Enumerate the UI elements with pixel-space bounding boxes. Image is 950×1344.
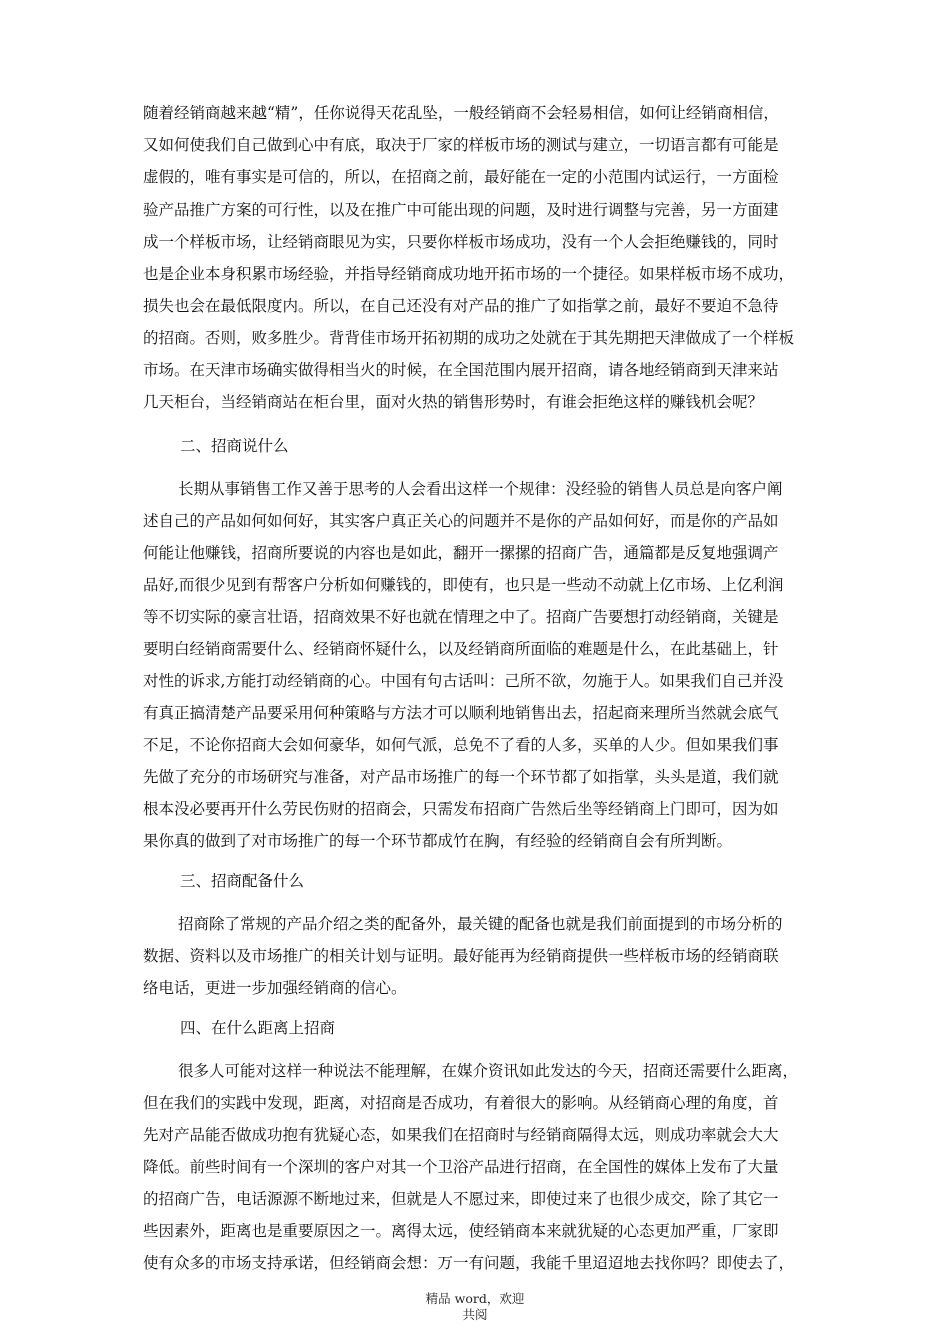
footer-line: 共阅 [462,1307,488,1322]
text-line: 验产品推广方案的可行性，以及在推广中可能出现的问题，及时进行调整与完善，另一方面建 [143,201,779,219]
section-heading: 三、招商配备什么 [180,872,305,890]
text-line: 很多人可能对这样一种说法不能理解，在媒介资讯如此发达的今天，招商还需要什么距离， [178,1062,799,1080]
text-line: 对性的诉求,方能打动经销商的心。中国有句古话叫：己所不欲，勿施于人。如果我们自己并没 [143,672,784,690]
text-line: 络电话，更进一步加强经销商的信心。 [143,979,407,997]
text-line: 先对产品能否做成功抱有犹疑心态，如果我们在招商时与经销商隔得太远，则成功率就会大大 [143,1126,779,1144]
text-line: 先做了充分的市场研究与准备，对产品市场推广的每一个环节都了如指掌，头头是道，我们就 [143,768,779,786]
text-line: 虚假的，唯有事实是可信的，所以，在招商之前，最好能在一定的小范围内试运行，一方面检 [143,168,779,186]
text-line: 招商除了常规的产品介绍之类的配备外，最关键的配备也就是我们前面提到的市场分析的 [178,915,783,933]
text-line: 数据、资料以及市场推广的相关计划与证明。最好能再为经销商提供一些样板市场的经销商联 [143,947,779,965]
text-line: 的招商。否则，败多胜少。背背佳市场开拓初期的成功之处就在于其先期把天津做成了一个样板 [143,329,795,347]
text-line: 果你真的做到了对市场推广的每一个环节都成竹在胸，有经验的经销商自会有所判断。 [143,832,733,850]
text-line: 使有众多的市场支持承诺，但经销商会想：万一有问题，我能千里迢迢地去找你吗？即使去了， [143,1254,795,1272]
text-line: 根本没必要再开什么劳民伤财的招商会，只需发布招商广告然后坐等经销商上门即可，因为如 [143,800,779,818]
text-line: 等不切实际的豪言壮语，招商效果不好也就在情理之中了。招商广告要想打动经销商，关键是 [143,608,779,626]
text-line: 又如何使我们自己做到心中有底，取决于厂家的样板市场的测试与建立，一切语言都有可能是 [143,136,779,154]
text-line: 要明白经销商需要什么、经销商怀疑什么，以及经销商所面临的难题是什么，在此基础上，针 [143,640,779,658]
text-line: 些因素外，距离也是重要原因之一。离得太远，使经销商本来就犹疑的心态更加严重，厂家即 [143,1222,779,1240]
text-line: 有真正搞清楚产品要采用何种策略与方法才可以顺利地销售出去，招起商来理所当然就会底气 [143,704,779,722]
text-line: 随着经销商越来越“精”，任你说得天花乱坠，一般经销商不会轻易相信，如何让经销商相信， [143,104,779,122]
text-line: 述自己的产品如何如何好，其实客户真正关心的问题并不是你的产品如何好，而是你的产品如 [143,512,779,530]
text-line: 但在我们的实践中发现，距离，对招商是否成功，有着很大的影响。从经销商心理的角度，首 [143,1094,779,1112]
text-line: 几天柜台，当经销商站在柜台里，面对火热的销售形势时，有谁会拒绝这样的赚钱机会呢？ [143,393,764,411]
text-line: 长期从事销售工作又善于思考的人会看出这样一个规律：没经验的销售人员总是向客户阐 [178,480,783,498]
text-line: 市场。在天津市场确实做得相当火的时候，在全国范围内展开招商，请各地经销商到天津来站 [143,361,779,379]
text-line: 成一个样板市场，让经销商眼见为实，只要你样板市场成功，没有一个人会拒绝赚钱的，同时 [143,233,779,251]
text-line: 何能让他赚钱，招商所要说的内容也是如此，翻开一摞摞的招商广告，通篇都是反复地强调产 [143,544,779,562]
text-line: 的招商广告，电话源源不断地过来，但就是人不愿过来，即使过来了也很少成交，除了其它一 [143,1190,779,1208]
text-line: 也是企业本身积累市场经验，并指导经销商成功地开拓市场的一个捷径。如果样板市场不成功， [143,265,795,283]
text-line: 品好,而很少见到有帮客户分析如何赚钱的，即使有，也只是一些动不动就上亿市场、上亿利润 [143,576,784,594]
text-line: 不足，不论你招商大会如何豪华，如何气派，总免不了看的人多，买单的人少。但如果我们事 [143,736,779,754]
text-line: 降低。前些时间有一个深圳的客户对其一个卫浴产品进行招商，在全国性的媒体上发布了大量 [143,1158,779,1176]
text-line: 损失也会在最低限度内。所以，在自己还没有对产品的推广了如指掌之前，最好不要迫不急待 [143,297,779,315]
footer-line: 精品 word，欢迎 [425,1291,525,1306]
section-heading: 四、在什么距离上招商 [180,1019,336,1037]
section-heading: 二、招商说什么 [180,437,289,455]
